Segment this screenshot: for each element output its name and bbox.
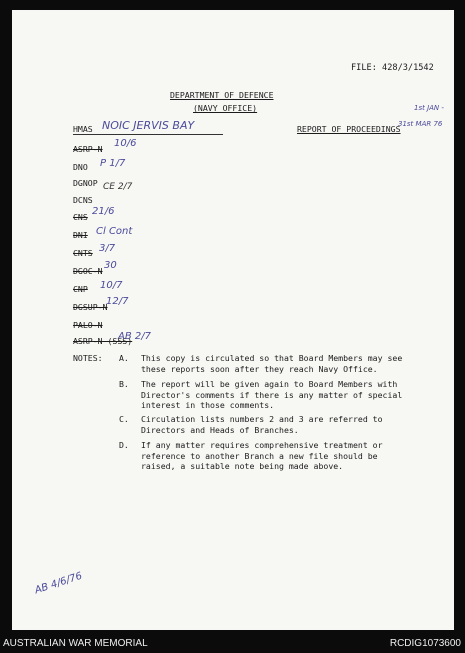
routing-initial: 12/7	[106, 296, 129, 307]
routing-code: DNO	[73, 162, 88, 172]
note-text: Circulation lists numbers 2 and 3 are referred to Directors and Heads of Branches.	[141, 414, 383, 435]
report-date-bottom: 31st MAR 76	[398, 120, 443, 128]
routing-code: DGOC-N	[73, 266, 103, 276]
report-date-top: 1st JAN -	[414, 104, 444, 112]
routing-code: CNP	[73, 284, 88, 294]
routing-code: DGNOP	[73, 178, 98, 188]
navy-office-subtitle: (NAVY OFFICE)	[193, 103, 258, 113]
note-letter: A.	[119, 353, 129, 363]
routing-initial: 21/6	[92, 206, 115, 217]
note-letter: C.	[119, 414, 129, 424]
note-letter: D.	[119, 440, 129, 450]
routing-initial: Cl Cont	[96, 226, 133, 237]
footer-record-id: RCDIG1073600	[389, 638, 461, 649]
routing-initial: 10/7	[100, 280, 123, 291]
department-title: DEPARTMENT OF DEFENCE	[170, 90, 274, 100]
note-text: If any matter requires comprehensive treatment or reference to another Branch a new file should be raised, a suitable note being made above.	[141, 440, 383, 472]
routing-code: DNI	[73, 230, 88, 240]
note-text: This copy is circulated so that Board Members may see these reports soon after they reach Navy Office.	[141, 353, 403, 374]
routing-initial: 3/7	[99, 243, 116, 254]
routing-initial: CE 2/7	[103, 182, 133, 192]
routing-initial: P 1/7	[100, 158, 126, 169]
routing-code: DCNS	[73, 195, 93, 205]
routing-code: ASRP-N	[73, 144, 103, 154]
notes-label: NOTES:	[73, 353, 103, 363]
report-label: REPORT OF PROCEEDINGS	[297, 124, 401, 134]
routing-initial: 30	[104, 260, 117, 271]
routing-code: DGSUP-N	[73, 302, 108, 312]
handwritten-signature: AB 4/6/76	[33, 570, 84, 597]
ship-name-handwritten: NOIC JERVIS BAY	[102, 119, 195, 132]
ship-underline	[73, 134, 223, 135]
routing-code: CNS	[73, 212, 88, 222]
footer-institution: AUSTRALIAN WAR MEMORIAL	[3, 638, 148, 649]
routing-initial: AB 2/7	[118, 331, 151, 342]
file-reference: FILE: 428/3/1542	[351, 63, 434, 73]
routing-initial: 10/6	[114, 138, 137, 149]
note-text: The report will be given again to Board Members with Director's comments if there is any matter of special interest in those comments.	[141, 379, 403, 411]
routing-code: ASRP-N (SSS)	[73, 336, 133, 346]
note-letter: B.	[119, 379, 129, 389]
ship-label: HMAS	[73, 124, 93, 134]
routing-code: CNTS	[73, 248, 93, 258]
routing-code: PALO-N	[73, 320, 103, 330]
